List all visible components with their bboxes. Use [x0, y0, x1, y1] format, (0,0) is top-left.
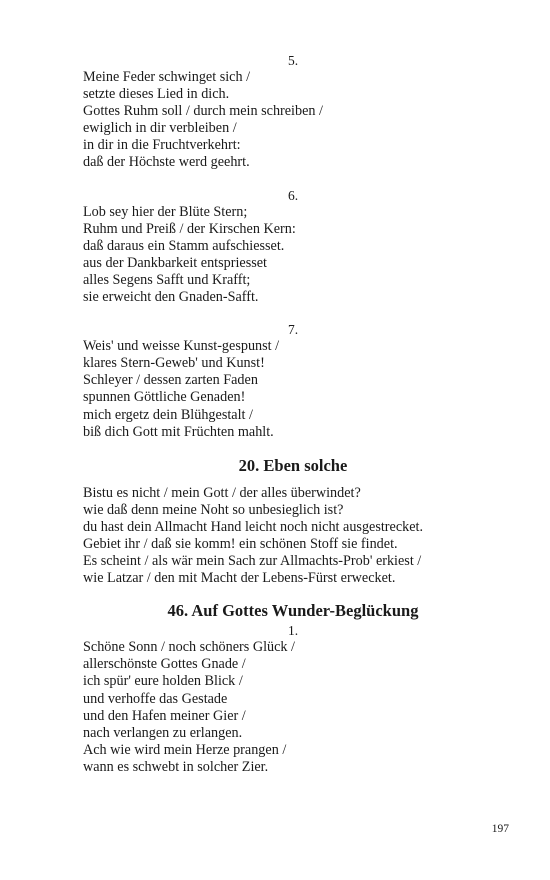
verse-line: klares Stern-Geweb' und Kunst!: [83, 355, 265, 372]
verse-line: Schleyer / dessen zarten Faden: [83, 372, 258, 389]
verse-line: wann es schwebt in solcher Zier.: [83, 758, 269, 775]
verse-line: spunnen Göttliche Genaden!: [83, 389, 246, 406]
stanza-6: [83, 187, 503, 307]
verse-line: du hast dein Allmacht Hand leicht noch nicht ausgestrecket.: [83, 518, 424, 535]
verse-line: nach verlangen zu erlangen.: [83, 724, 243, 741]
stanza-number: 1.: [287, 623, 299, 639]
poem-title: 20. Eben solche: [238, 455, 348, 475]
verse-line: Gottes Ruhm soll / durch mein schreiben /: [83, 103, 323, 120]
verse-line: ich spür' eure holden Blick /: [83, 673, 243, 690]
verse-line: Es scheint / als wär mein Sach zur Allmachts-Prob' erkiest /: [83, 553, 422, 570]
verse-line: Gebiet ihr / daß sie komm! ein schönen Stoff sie findet.: [83, 535, 398, 552]
stanza-number: 6.: [287, 187, 299, 203]
poem-title: 46. Auf Gottes Wunder-Beglückung: [167, 601, 419, 621]
page-body: [83, 52, 503, 791]
verse-line: Bistu es nicht / mein Gott / der alles überwindet?: [83, 484, 361, 501]
verse-line: biß dich Gott mit Früchten mahlt.: [83, 423, 274, 440]
stanza-7: [83, 321, 503, 441]
stanza-number: 5.: [287, 53, 299, 68]
verse-line: Meine Feder schwinget sich /: [83, 69, 251, 85]
verse-line: mich ergetz dein Blühgestalt /: [83, 406, 253, 423]
verse-line: Lob sey hier der Blüte Stern;: [83, 203, 248, 220]
stanza-number: 7.: [287, 322, 299, 338]
verse-line: wie daß denn meine Noht so unbesieglich ist?: [83, 501, 344, 518]
verse-line: aus der Dankbarkeit entspriesset: [83, 254, 267, 271]
verse-line: und verhoffe das Gestade: [83, 690, 228, 707]
verse-line: Ruhm und Preiß / der Kirschen Kern:: [83, 220, 296, 237]
verse-line: daß der Höchste werd geehrt.: [83, 154, 250, 171]
stanza-5: [83, 52, 503, 172]
verse-line: Ach wie wird mein Herze prangen /: [83, 741, 287, 758]
verse-line: sie erweicht den Gnaden-Safft.: [83, 289, 259, 306]
verse-line: alles Segens Safft und Krafft;: [83, 271, 251, 288]
verse-line: allerschönste Gottes Gnade /: [83, 656, 246, 673]
verse-line: in dir in die Fruchtverkehrt:: [83, 137, 241, 154]
poem-20-body: [83, 485, 503, 588]
verse-line: und den Hafen meiner Gier /: [83, 707, 246, 724]
verse-line: Schöne Sonn / noch schöners Glück /: [83, 639, 295, 656]
verse-line: Weis' und weisse Kunst-gespunst /: [83, 338, 280, 355]
verse-line: wie Latzar / den mit Macht der Lebens-Fürst erwecket.: [83, 570, 396, 587]
verse-line: ewiglich in dir verbleiben /: [83, 120, 237, 137]
verse-line: daß daraus ein Stamm aufschiesset.: [83, 237, 285, 254]
poem-46-stanza-1: [83, 622, 503, 776]
page-number: 197: [491, 823, 509, 835]
verse-line: setzte dieses Lied in dich.: [83, 86, 230, 103]
